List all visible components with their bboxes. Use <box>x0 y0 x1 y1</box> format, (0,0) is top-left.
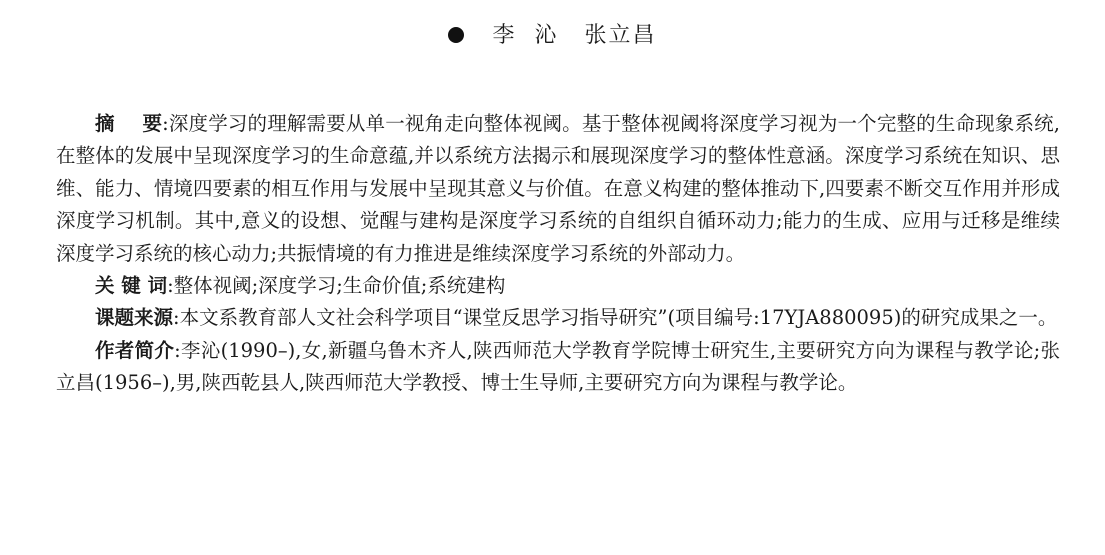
article-front-matter <box>56 108 1060 400</box>
keywords-paragraph <box>56 270 1060 302</box>
author-line <box>0 20 1105 52</box>
funding-paragraph <box>56 302 1060 334</box>
abstract-label: 摘 要 <box>95 112 163 135</box>
author-bio-text: :李沁(1990–),女,新疆乌鲁木齐人,陕西师范大学教育学院博士研究生,主要研究方向为课程与教学论;张立昌(1956–),男,陕西乾县人,陕西师范大学教授、博士生导师,主要研究方向为课程与教学论。 <box>56 338 1060 395</box>
author-bio-label: 作者简介 <box>95 338 175 362</box>
funding-text: :本文系教育部人文社会科学项目“课堂反思学习指导研究”(项目编号:17YJA880095)的研究成果之一。 <box>173 306 1058 330</box>
keywords-label: 关 键 词 <box>95 274 168 298</box>
author-bio-paragraph <box>56 335 1060 400</box>
funding-label: 课题来源 <box>95 306 174 330</box>
author-name: 张立昌 <box>584 23 657 48</box>
keywords-text: :整体视阈;深度学习;生命价值;系统建构 <box>167 274 506 298</box>
bullet-icon <box>448 27 464 43</box>
abstract-text: :深度学习的理解需要从单一视角走向整体视阈。基于整体视阈将深度学习视为一个完整的生命现象系统,在整体的发展中呈现深度学习的生命意蕴,并以系统方法揭示和展现深度学习的整体性意涵。深度学习系统在知识、思维、能力、情境四要素的相互作用与发展中呈现其意义与价值。在意义构建的整体推动下,四要素不断交互作用并形成深度学习机制。其中,意义的设想、觉醒与建构是深度学习系统的自组织自循环动力;能力的生成、应用与迁移是维续深度学习系统的核心动力;共振情境的有力推进是维续深度学习系统的外部动力。 <box>56 112 1060 265</box>
abstract-paragraph <box>56 108 1060 270</box>
author-name: 李 沁 <box>492 23 559 48</box>
